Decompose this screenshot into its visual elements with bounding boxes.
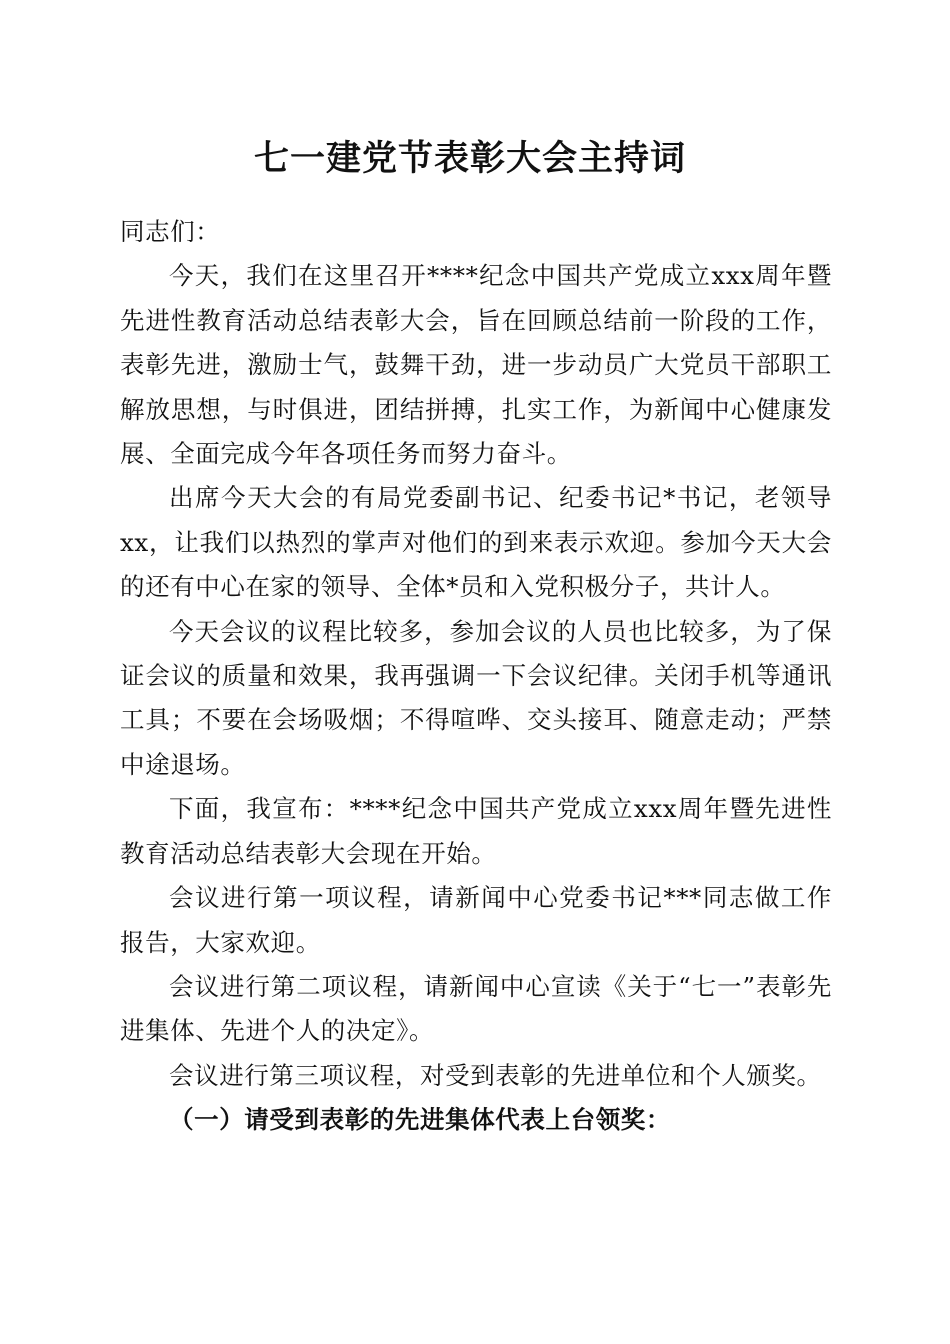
paragraph-discipline: 今天会议的议程比较多，参加会议的人员也比较多，为了保证会议的质量和效果，我再强调一下会议纪律。关闭手机等通讯工具；不要在会场吸烟；不得喧哗、交头接耳、随意走动；严禁中途退场。 bbox=[120, 616, 832, 779]
paragraph-announcement: 下面，我宣布：****纪念中国共产党成立xxx周年暨先进性教育活动总结表彰大会现在开始。 bbox=[120, 794, 832, 868]
paragraph-attendees: 出席今天大会的有局党委副书记、纪委书记*书记，老领导xx，让我们以热烈的掌声对他们的到来表示欢迎。参加今天大会的还有中心在家的领导、全体*员和入党积极分子，共计人。 bbox=[120, 483, 832, 602]
paragraph-agenda-3: 会议进行第三项议程，对受到表彰的先进单位和个人颁奖。 bbox=[169, 1060, 822, 1090]
paragraph-agenda-2: 会议进行第二项议程，请新闻中心宣读《关于“七一”表彰先进集体、先进个人的决定》。 bbox=[120, 971, 832, 1046]
paragraph-opening: 今天，我们在这里召开****纪念中国共产党成立xxx周年暨先进性教育活动总结表彰大会，旨在回顾总结前一阶段的工作，表彰先进，激励士气，鼓舞干劲，进一步动员广大党员干部职工解放思想，与时俱进，团结拼搏，扎实工作，为新闻中心健康发展、全面完成今年各项任务而努力奋斗。 bbox=[120, 261, 832, 469]
salutation: 同志们： bbox=[120, 217, 221, 246]
document-body bbox=[120, 210, 832, 1143]
paragraph-agenda-1: 会议进行第一项议程，请新闻中心党委书记***同志做工作报告，大家欢迎。 bbox=[120, 883, 832, 957]
subheading-collective-awards: （一）请受到表彰的先进集体代表上台领奖： bbox=[169, 1105, 671, 1135]
document-title: 七一建党节表彰大会主持词 bbox=[253, 138, 686, 179]
